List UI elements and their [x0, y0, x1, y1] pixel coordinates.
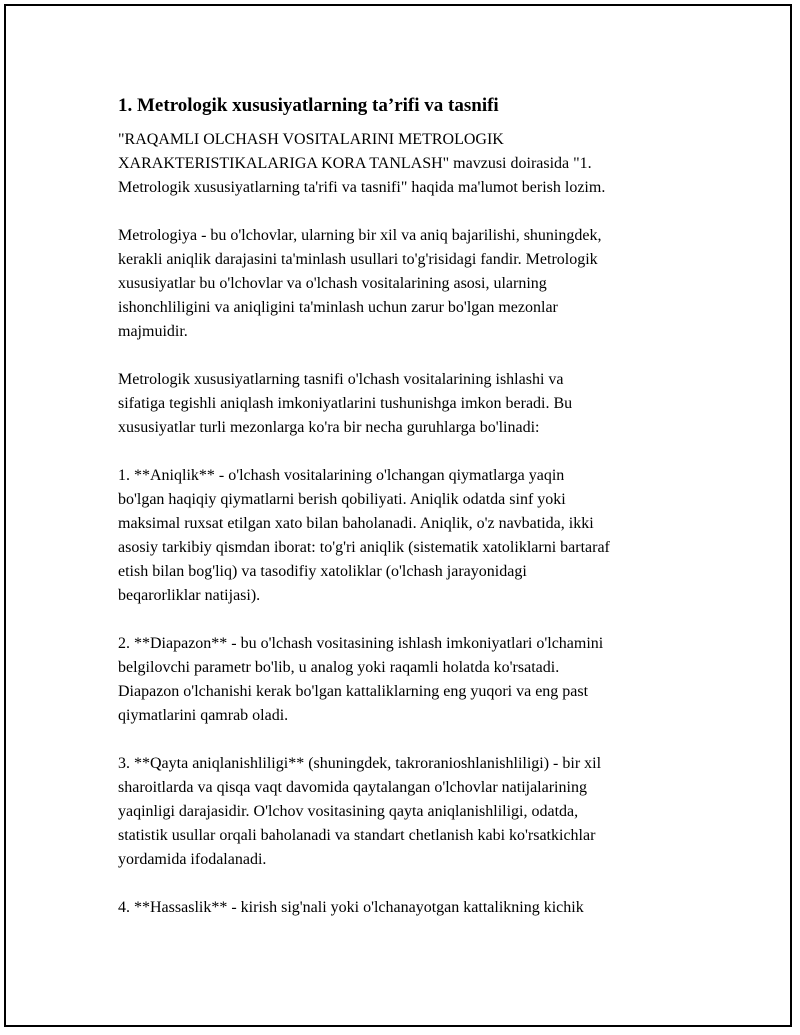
paragraph-classification: Metrologik xususiyatlarning tasnifi o'lchash vositalarining ishlashi va sifatiga tegishli aniqlash imkoniyatlarini tushunishga imkon beradi. Bu xususiyatlar turli mezonlarga ko'ra bir necha guruhlarga bo'linadi: [118, 371, 573, 436]
list-item-range: 2. **Diapazon** - bu o'lchash vositasining ishlash imkoniyatlari o'lchamini belgilovchi parametr bo'lib, u analog yoki raqamli holatda ko'rsatadi. Diapazon o'lchanishi kerak bo'lgan kattaliklarning eng yuqori va eng past qiymatlarini qamrab oladi. [118, 635, 604, 724]
list-item-sensitivity: 4. **Hassaslik** - kirish sig'nali yoki o'lchanayotgan kattalikning kichik [118, 899, 584, 916]
paragraph-metrology-definition: Metrologiya - bu o'lchovlar, ularning bir xil va aniq bajarilishi, shuningdek, kerakli aniqlik darajasini ta'minlash usullari to'g'risidagi fandir. Metrologik xususiyatlar bu o'lchovlar va o'lchash vositalarining asosi, ularning ishonchliligini va aniqligini ta'minlash uchun zarur bo'lgan mezonlar majmuidir. [118, 227, 602, 340]
list-item-repeatability: 3. **Qayta aniqlanishliligi** (shuningdek, takroranioshlanishliligi) - bir xil sharoitlarda va qisqa vaqt davomida qaytalangan o'lchovlar natijalarining yaqinligi darajasidir. O'lchov vositasining qayta aniqlanishliligi, odatda, statistik usullar orqali baholanadi va standart chetlanish kabi ko'rsatkichlar yordamida ifodalanadi. [118, 755, 602, 868]
section-title: 1. Metrologik xususiyatlarning ta’rifi va tasnifi [118, 95, 499, 116]
paragraph-intro: "RAQAMLI OLCHASH VOSITALARINI METROLOGIK XARAKTERISTIKALARIGA KORA TANLASH" mavzusi doirasida "1. Metrologik xususiyatlarning ta'rifi va tasnifi" haqida ma'lumot berish lozim. [118, 131, 606, 196]
list-item-accuracy: 1. **Aniqlik** - o'lchash vositalarining o'lchangan qiymatlarga yaqin bo'lgan haqiqiy qiymatlarni berish qobiliyati. Aniqlik odatda sinf yoki maksimal ruxsat etilgan xato bilan baholanadi. Aniqlik, o'z navbatida, ikki asosiy tarkibiy qismdan iborat: to'g'ri aniqlik (sistematik xatoliklarni bartaraf etish bilan bog'liq) va tasodifiy xatoliklar (o'lchash jarayonidagi beqarorliklar natijasi). [118, 467, 610, 604]
document-body [118, 94, 688, 944]
